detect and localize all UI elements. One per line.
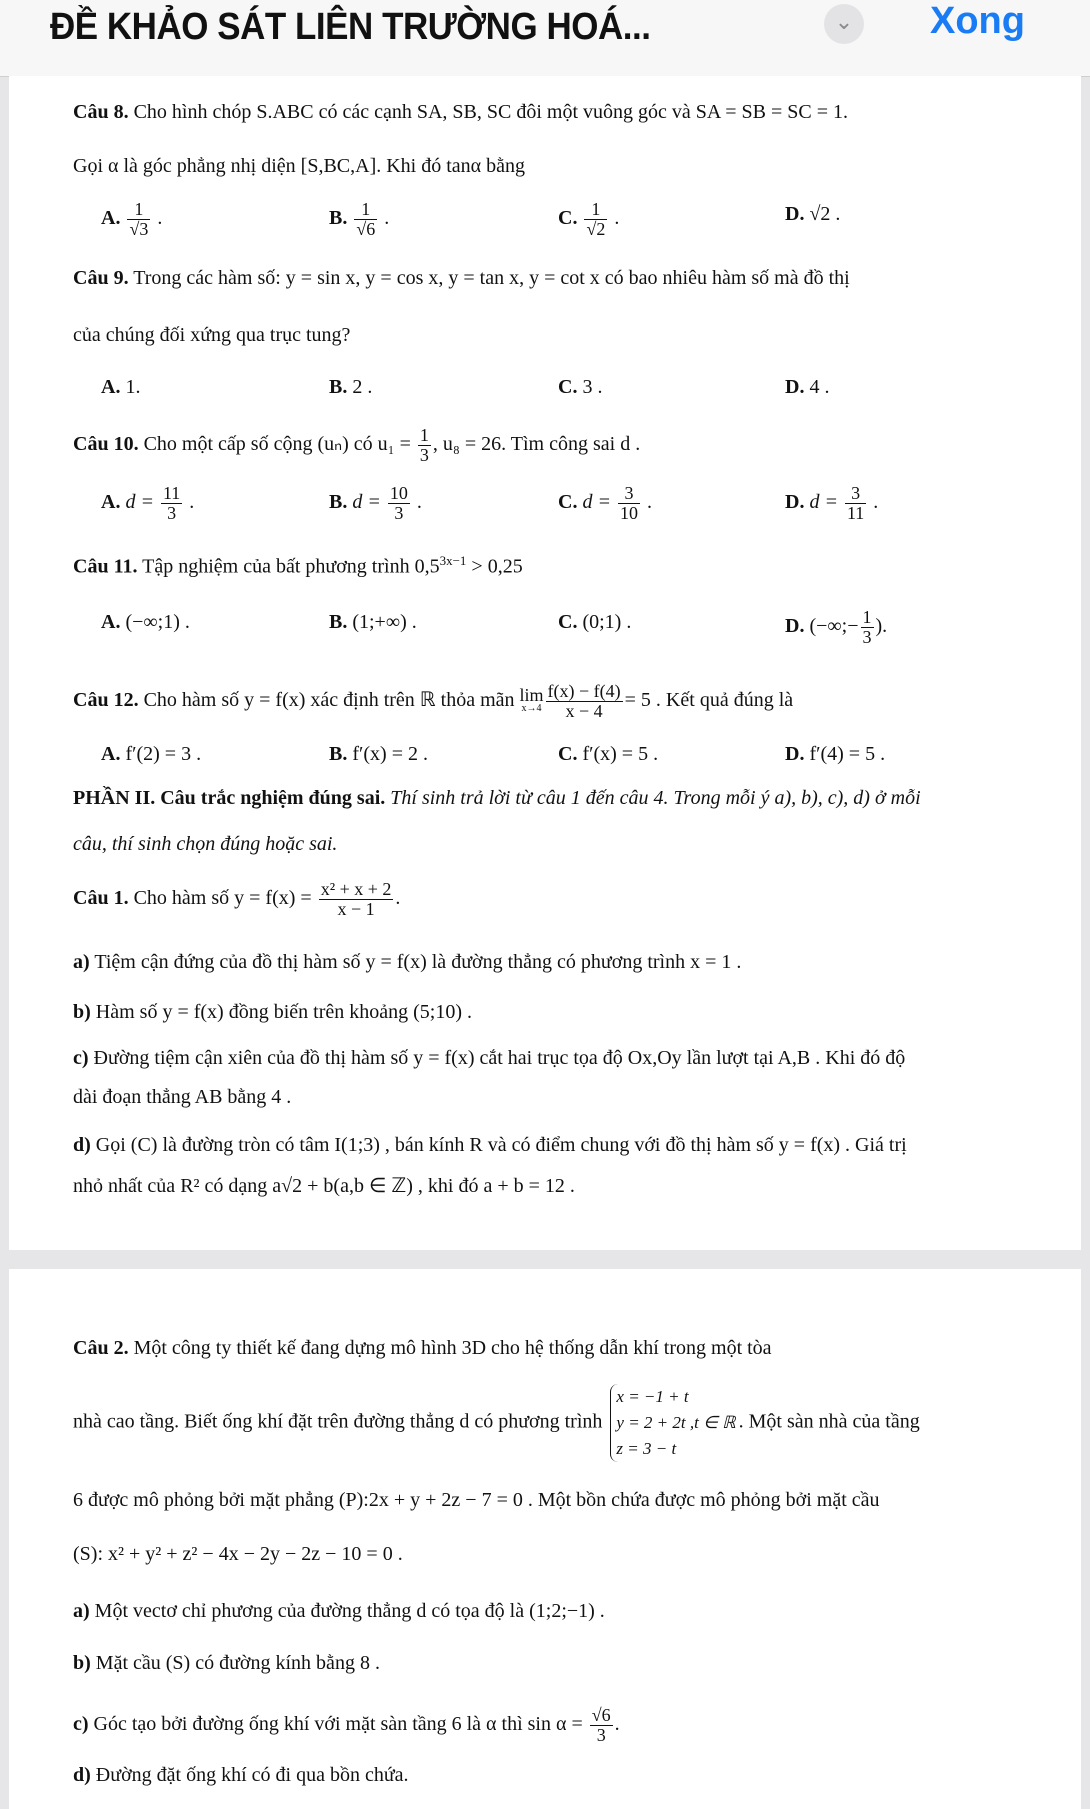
fraction <box>127 200 150 239</box>
text-segment: d = <box>809 491 838 514</box>
option-a[interactable] <box>101 742 201 766</box>
text-segment: 3 <box>862 627 872 647</box>
text-segment: Cho hàm số y = f(x) xác định trên ℝ thỏa mãn <box>143 689 520 712</box>
statement-a <box>73 950 741 974</box>
statement-b <box>73 1651 380 1675</box>
text-segment: f′(4) = 5 . <box>809 743 886 765</box>
option-d[interactable] <box>785 608 887 647</box>
fraction <box>418 426 431 465</box>
chevron-down-icon[interactable]: ⌄ <box>824 4 864 44</box>
part-2-heading <box>73 786 921 810</box>
text-segment: Hàm số y = f(x) đồng biến trên khoảng (5;10) . <box>95 1001 472 1023</box>
text-segment: Một công ty thiết kế đang dựng mô hình 3D cho hệ thống dẫn khí trong một tòa <box>133 1337 772 1359</box>
option-b[interactable]: B. $\frac{1}{√6}$ . <box>329 199 390 239</box>
text-segment: Câu 11. <box>73 555 138 578</box>
text-segment: f(x) − f(4) <box>547 681 621 701</box>
text-segment: Đường đặt ống khí có đi qua bồn chứa. <box>95 1764 409 1786</box>
text-segment: C. <box>558 207 578 230</box>
text-segment: Thí sinh trả lời từ câu 1 đến câu 4. Trong mỗi ý a), b), c), d) ở mỗi <box>385 787 921 809</box>
text-segment: Mặt cầu (S) có đường kính bằng 8 . <box>95 1652 380 1674</box>
text-segment: D. <box>785 491 805 514</box>
fraction <box>161 484 182 523</box>
text-segment: 3 <box>394 503 404 523</box>
text-segment: 3 <box>618 484 640 504</box>
text-segment: √2 . <box>809 203 841 225</box>
text-segment: b) <box>73 1001 91 1023</box>
fraction <box>546 682 623 721</box>
done-button[interactable]: Xong <box>930 0 1025 42</box>
text-segment: Câu 1. <box>73 887 129 910</box>
p2-question-2-line2 <box>73 1384 920 1462</box>
statement-c <box>73 1046 905 1070</box>
statement-d <box>73 1133 907 1157</box>
text-segment: x − 4 <box>565 701 603 721</box>
text-segment: Trong các hàm số: y = sin x, y = cos x, y = tan x, y = cot x có bao nhiêu hàm số mà đồ thị <box>133 267 850 289</box>
statement-d <box>73 1763 409 1787</box>
text-segment: ). <box>875 615 888 638</box>
question-9-line2: của chúng đối xứng qua trục tung? <box>73 324 351 346</box>
text-segment: 10 <box>619 503 638 523</box>
text-segment: d) <box>73 1134 91 1156</box>
p2-question-1: Câu 1. Cho hàm số y = f(x) = $\frac{\text{x² + x + 2}}{x - 1}$ . <box>73 879 401 919</box>
text-segment: d = <box>352 491 381 514</box>
fraction <box>861 608 874 647</box>
question-8-line2: Gọi α là góc phẳng nhị diện [S,BC,A]. Khi đó tanα bằng <box>73 155 526 177</box>
text-segment: D. <box>785 203 805 225</box>
text-segment: nhà cao tầng. Biết ống khí đặt trên đường thẳng d có phương trình <box>73 1410 608 1433</box>
top-bar <box>0 0 1090 77</box>
text-segment: 11 <box>162 483 181 503</box>
statement-b <box>73 1000 472 1024</box>
text-segment: C. <box>558 491 578 514</box>
text-segment: = 5 . Kết quả đúng là <box>624 689 794 712</box>
text-segment: lim <box>519 684 544 705</box>
text-segment: PHẦN II. Câu trắc nghiệm đúng sai. <box>73 787 386 809</box>
text-segment: . Một sàn nhà của tầng <box>738 1410 920 1433</box>
text-segment: D. <box>785 376 805 398</box>
option-a[interactable] <box>101 375 140 399</box>
text-segment: B. <box>329 743 348 765</box>
text-segment: Cho một cấp số cộng (uₙ) có u₁ = <box>143 433 411 456</box>
text-segment: (0;1) . <box>582 611 632 633</box>
text-segment: f′(2) = 3 . <box>125 743 202 765</box>
document-title: ĐỀ KHẢO SÁT LIÊN TRƯỜNG HOÁ... <box>50 6 651 48</box>
text-segment: A. <box>101 743 121 765</box>
text-segment: √6 <box>591 1705 611 1725</box>
text-segment: B. <box>329 376 348 398</box>
statement-d-line2: nhỏ nhất của R² có dạng a√2 + b(a,b ∈ ℤ) , khi đó a + b = 12 . <box>73 1175 575 1197</box>
text-segment: 3 . <box>582 376 603 398</box>
text-segment: Tập nghiệm của bất phương trình 0,5 <box>142 555 440 578</box>
text-segment: 3x−1 <box>439 553 467 568</box>
text-segment: 3 <box>419 445 429 465</box>
question-10 <box>73 426 640 465</box>
text-segment: x = −1 + t <box>616 1387 689 1406</box>
option-d[interactable] <box>785 742 885 766</box>
statement-c: c) Góc tạo bởi đường ống khí với mặt sàn tầng 6 là α thì sin α = $\frac{√6}{3}$ . <box>73 1705 620 1745</box>
text-segment: A. <box>101 207 121 230</box>
option-a[interactable]: A. $\frac{1}{√3}$ . <box>101 199 163 239</box>
fraction <box>590 1706 613 1745</box>
text-segment: B. <box>329 207 348 230</box>
text-segment: 1 <box>354 200 377 220</box>
text-segment: Cho hàm số y = f(x) = <box>133 887 312 910</box>
fraction <box>319 880 394 919</box>
question-9 <box>73 266 850 290</box>
statement-c-line2: dài đoạn thẳng AB bằng 4 . <box>73 1086 292 1108</box>
p2-question-2-line3: 6 được mô phỏng bởi mặt phẳng (P):2x + y + 2z − 7 = 0 . Một bồn chứa được mô phỏng bởi mặt cầu <box>73 1489 880 1511</box>
text-segment: C. <box>558 743 578 765</box>
text-segment: D. <box>785 615 805 638</box>
text-segment: Câu 2. <box>73 1337 129 1359</box>
text-segment: A. <box>101 376 121 398</box>
text-segment: √3 <box>129 219 149 239</box>
text-segment: 1 <box>419 425 429 445</box>
text-segment: 1 <box>862 607 872 627</box>
text-segment: Câu 9. <box>73 267 129 289</box>
text-segment: y = 2 + 2t ,t ∈ ℝ <box>616 1413 736 1432</box>
part-2-heading-line2 <box>73 832 337 856</box>
option-c[interactable]: C. $\frac{1}{√2}$ . <box>558 199 620 239</box>
p2-question-2-line4: (S): x² + y² + z² − 4x − 2y − 2z − 10 = 0 . <box>73 1543 403 1565</box>
text-segment: D. <box>785 743 805 765</box>
option-a[interactable]: A. d = $\frac{11}{3}$ . <box>101 483 195 523</box>
option-b[interactable] <box>329 610 417 634</box>
text-segment: f′(x) = 5 . <box>582 743 659 765</box>
text-segment: 3 <box>845 484 866 504</box>
text-segment: c) <box>73 1047 89 1069</box>
text-segment: x→4 <box>521 702 542 714</box>
option-b[interactable] <box>329 375 372 399</box>
text-segment: Gọi (C) là đường tròn có tâm I(1;3) , bán kính R và có điểm chung với đồ thị hàm số y = f(x) . Giá trị <box>95 1134 907 1156</box>
text-segment: 10 <box>389 483 408 503</box>
text-segment: Đường tiệm cận xiên của đồ thị hàm số y = f(x) cắt hai trục tọa độ Ox,Oy lần lượt tại A,B . Khi đó độ <box>93 1047 906 1069</box>
text-segment: câu, thí sinh chọn đúng hoặc sai. <box>73 833 338 855</box>
fraction <box>618 484 640 523</box>
option-d[interactable] <box>785 375 829 399</box>
text-segment: Câu 8. <box>73 101 129 123</box>
text-segment: 2 . <box>352 376 373 398</box>
text-segment: A. <box>101 611 121 633</box>
text-segment: B. <box>329 491 348 514</box>
text-segment: a) <box>73 1600 90 1622</box>
text-segment: 1. <box>125 376 141 398</box>
text-segment: Góc tạo bởi đường ống khí với mặt sàn tầng 6 là α thì sin α = <box>93 1713 583 1736</box>
option-d[interactable] <box>785 202 840 226</box>
page-1 <box>9 76 1081 1250</box>
equation-system <box>610 1384 735 1462</box>
text-segment: c) <box>73 1713 89 1736</box>
text-segment: x − 1 <box>337 899 375 919</box>
text-segment: f′(x) = 2 . <box>352 743 428 765</box>
text-segment: B. <box>329 611 348 633</box>
option-c[interactable] <box>558 610 631 634</box>
text-segment: (−∞;− <box>809 615 859 638</box>
text-segment: 1 <box>127 200 150 220</box>
text-segment: (1;+∞) . <box>352 611 417 633</box>
option-c[interactable]: C. d = $\frac{3}{10}$ . <box>558 483 652 523</box>
option-b[interactable]: B. d = $\frac{10}{3}$ . <box>329 483 422 523</box>
text-segment: C. <box>558 611 578 633</box>
p2-question-2 <box>73 1336 772 1360</box>
text-segment: , u₈ = 26. Tìm công sai d . <box>432 433 641 456</box>
fraction <box>584 200 607 239</box>
text-segment: Tiệm cận đứng của đồ thị hàm số y = f(x) là đường thẳng có phương trình x = 1 . <box>94 951 742 973</box>
text-segment: x² + x + 2 <box>320 879 392 899</box>
fraction <box>354 200 377 239</box>
question-11 <box>73 549 523 579</box>
text-segment: Một vectơ chỉ phương của đường thẳng d có tọa độ là (1;2;−1) . <box>94 1600 605 1622</box>
statement-a <box>73 1599 605 1623</box>
text-segment: a) <box>73 951 90 973</box>
option-c[interactable] <box>558 742 658 766</box>
question-12 <box>73 682 793 721</box>
text-segment: d = <box>582 491 611 514</box>
text-segment: d = <box>125 491 154 514</box>
text-segment: A. <box>101 491 121 514</box>
text-segment: 3 <box>596 1725 606 1745</box>
option-a[interactable] <box>101 610 190 634</box>
text-segment: Câu 12. <box>73 689 139 712</box>
text-segment: 4 . <box>809 376 830 398</box>
text-segment: √2 <box>586 219 606 239</box>
text-segment: 1 <box>584 200 607 220</box>
fraction <box>845 484 866 523</box>
option-b[interactable] <box>329 742 428 766</box>
text-segment: Cho hình chóp S.ABC có các cạnh SA, SB, SC đôi một vuông góc và SA = SB = SC = 1. <box>133 101 849 123</box>
option-c[interactable] <box>558 375 602 399</box>
text-segment: 11 <box>846 503 865 523</box>
text-segment: 3 <box>167 503 177 523</box>
text-segment: b) <box>73 1652 91 1674</box>
text-segment: > 0,25 <box>466 555 523 578</box>
text-segment: Câu 10. <box>73 433 139 456</box>
option-d[interactable]: D. d = $\frac{3}{11}$ . <box>785 483 879 523</box>
text-segment: d) <box>73 1764 91 1786</box>
text-segment: z = 3 − t <box>616 1439 677 1458</box>
text-segment: C. <box>558 376 578 398</box>
question-8 <box>73 100 848 124</box>
fraction <box>388 484 410 523</box>
text-segment: (−∞;1) . <box>125 611 190 633</box>
text-segment: √6 <box>356 219 376 239</box>
